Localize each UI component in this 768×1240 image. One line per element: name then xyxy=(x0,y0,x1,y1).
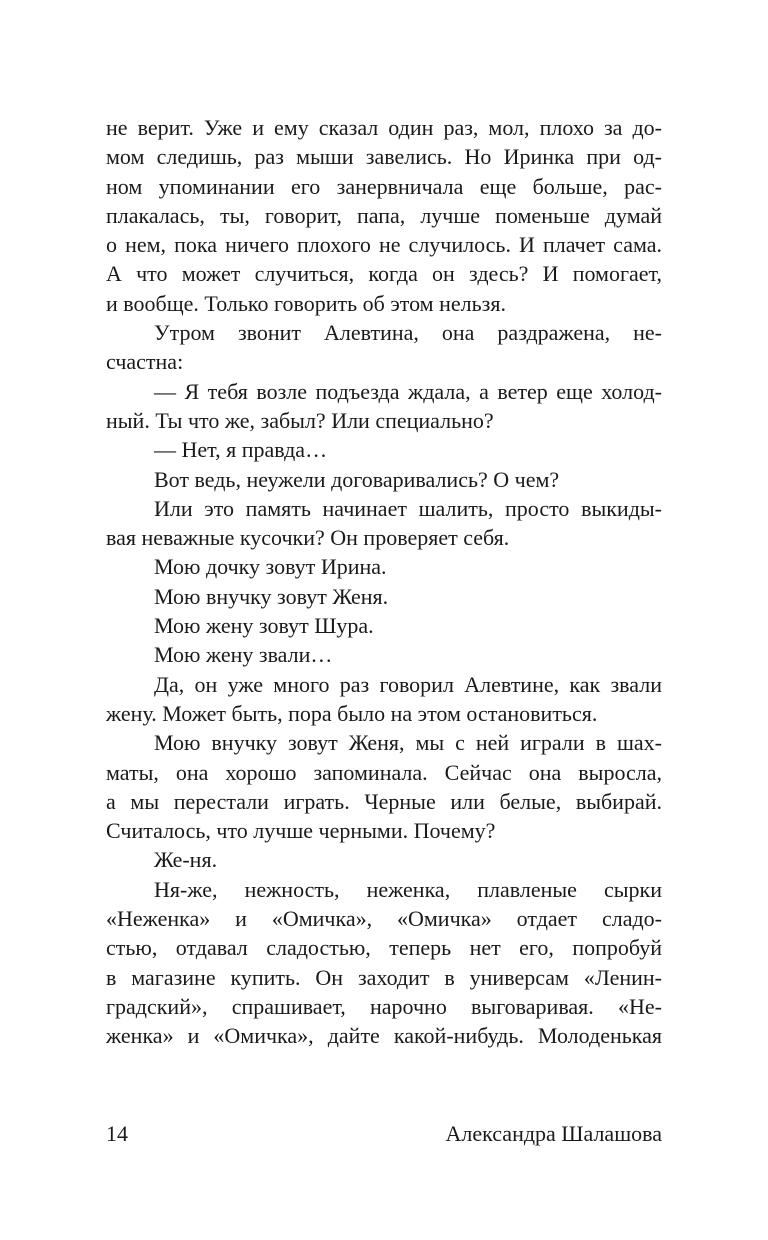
page-number: 14 xyxy=(106,1121,128,1146)
text-line: плакалась, ты, говорит, папа, лучше поменьше думай xyxy=(106,202,662,228)
text-line: а мы перестали играть. Черные или белые, выбирай. xyxy=(106,788,662,814)
running-footer-author: Александра Шалашова xyxy=(445,1121,662,1146)
text-line: ный. Ты что же, забыл? Или специально? xyxy=(106,407,494,433)
text-line: ном упоминании его занервничала еще больше, рас- xyxy=(106,173,662,199)
text-line: вая неважные кусочки? Он проверяет себя. xyxy=(106,525,510,551)
text-line: Мою внучку зовут Женя, мы с ней играли в шах- xyxy=(154,730,662,756)
text-line: стью, отдавал сладостью, теперь нет его, попробуй xyxy=(106,935,662,961)
text-line: Утром звонит Алевтина, она раздражена, не- xyxy=(154,320,662,346)
text-line: градский», спрашивает, нарочно выговаривая. «Не- xyxy=(106,993,662,1019)
text-line: в магазине купить. Он заходит в универсам «Ленин- xyxy=(106,964,662,990)
text-line: — Нет, я правда… xyxy=(154,437,328,463)
text-line: мом следишь, раз мыши завелись. Но Иринка при од- xyxy=(106,144,662,170)
text-line: Мою жену звали… xyxy=(154,642,333,668)
text-line: Мою дочку зовут Ирина. xyxy=(154,554,387,580)
text-line: Мою жену зовут Шура. xyxy=(154,613,374,639)
text-line: и вообще. Только говорить об этом нельзя. xyxy=(106,290,506,316)
text-line: жену. Может быть, пора было на этом остановиться. xyxy=(106,700,598,726)
text-line: Да, он уже много раз говорил Алевтине, как звали xyxy=(154,671,662,697)
text-line: женка» и «Омичка», дайте какой-нибудь. Молоденькая xyxy=(106,1023,662,1049)
text-line: Ня-же, нежность, неженка, плавленые сырки xyxy=(154,876,662,902)
body-text xyxy=(106,113,662,1051)
text-line: Вот ведь, неужели договаривались? О чем? xyxy=(154,466,560,492)
text-line: не верит. Уже и ему сказал один раз, мол, плохо за до- xyxy=(106,115,662,140)
text-line: Мою внучку зовут Женя. xyxy=(154,583,389,609)
text-line: маты, она хорошо запоминала. Сейчас она выросла, xyxy=(106,759,662,785)
text-line: Считалось, что лучше черными. Почему? xyxy=(106,818,496,844)
text-line: Же-ня. xyxy=(154,847,218,873)
text-line: счастна: xyxy=(106,349,184,375)
text-line: «Неженка» и «Омичка», «Омичка» отдает сладо- xyxy=(106,906,662,932)
text-line: Или это память начинает шалить, просто выкиды- xyxy=(154,495,662,521)
text-line: А что может случиться, когда он здесь? И помогает, xyxy=(106,261,662,287)
text-line: о нем, пока ничего плохого не случилось. И плачет сама. xyxy=(106,232,662,258)
text-line: — Я тебя возле подъезда ждала, а ветер еще холод- xyxy=(154,378,662,404)
